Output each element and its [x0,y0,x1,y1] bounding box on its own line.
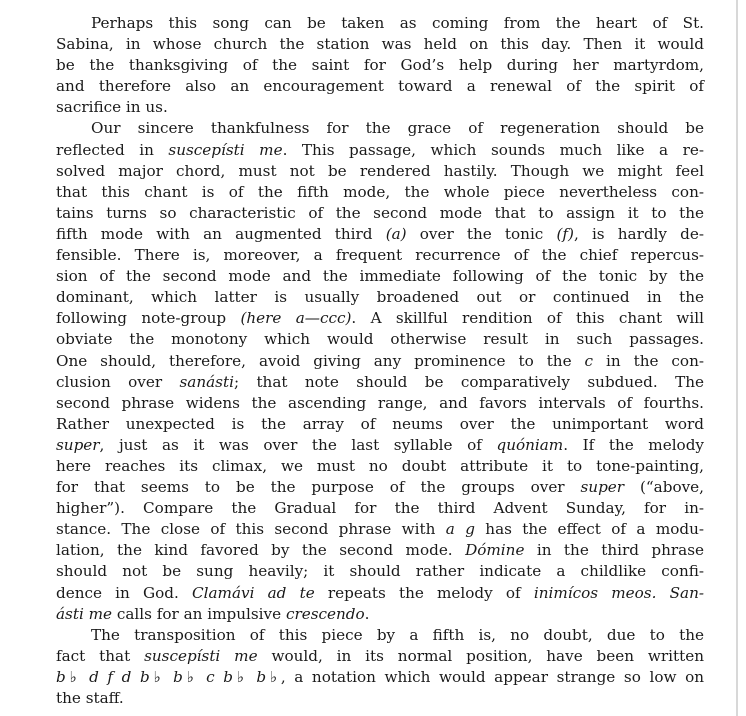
text-line [56,203,704,224]
text-line [56,540,704,561]
paragraph [56,625,704,709]
italic-run: ásti me [56,604,113,623]
text-run: obviate the monotony which would otherwise result in such passages. [56,330,704,349]
text-run: has the effect of a modu- [474,520,705,539]
text-line [56,414,704,435]
text-run: for that seems to be the purpose of the groups over [56,478,581,497]
paragraph [56,118,704,624]
text-line [56,688,704,709]
text-line [56,561,704,582]
italic-run: quóniam [496,435,564,454]
text-run: would, in its normal position, have been written [257,646,705,665]
text-line [56,245,704,266]
text-run: the staff. [56,689,124,707]
italic-run: super [580,478,625,497]
text-run: fensible. There is, moreover, a frequent recurrence of the chief repercus- [56,246,704,265]
italic-run: (f) [556,224,574,243]
text-run: The transposition of this piece by a fifth is, no doubt, due to the [91,625,704,644]
page-edge-shadow [736,0,738,716]
text-run: following note-group [56,309,241,328]
text-run: Sabina, in whose church the station was held on this day. Then it would [56,35,704,54]
text-run: here reaches its climax, we must no doubt attribute it to tone-painting, [56,456,704,475]
italic-run: inimícos meos. San- [533,583,704,602]
text-run: lation, the kind favored by the second mode. [56,541,466,560]
text-run: in the con- [593,351,704,370]
italic-run: Clamávi ad te [192,583,315,602]
italic-run: suscepísti me [144,646,258,665]
book-page-text [56,13,704,709]
text-line [56,456,704,477]
text-run: One should, therefore, avoid giving any prominence to the [56,351,585,370]
text-run: be the thanksgiving of the saint for God’s help during her martyrdom, [56,56,704,75]
text-line [56,351,704,372]
text-run: dence in God. [56,583,193,602]
text-line [56,182,704,203]
text-run: . A skillful rendition of this chant will [351,309,704,328]
text-line [56,393,704,414]
text-line [56,140,704,161]
text-line [56,329,704,350]
text-run: sacrifice in us. [56,98,168,117]
text-run: fact that [56,646,145,665]
text-line [56,498,704,519]
text-line [56,118,704,139]
text-run: should not be sung heavily; it should rather indicate a childlike confi- [56,562,704,581]
italic-run: b♭ d f d b♭ b♭ c b♭ b♭ [56,667,281,686]
text-line [56,519,704,540]
text-run: second phrase widens the ascending range, and favors intervals of fourths. [56,393,704,412]
text-run: . [364,604,370,623]
text-line [56,287,704,308]
text-line [56,308,704,329]
text-run: repeats the melody of [314,583,534,602]
text-line [56,76,704,97]
text-run: reflected in [56,140,169,159]
text-run: tains turns so characteristic of the second mode that to assign it to the [56,203,704,222]
italic-run: suscepísti me [168,140,283,159]
text-run: Our sincere thankfulness for the grace of regeneration should be [91,119,704,138]
text-run: , a notation which would appear strange so low on [280,667,704,686]
text-run: over the tonic [406,224,557,243]
text-run: Rather unexpected is the array of neums over the unimportant word [56,414,704,433]
text-line [56,477,704,498]
text-run: , is hardly de- [573,224,705,243]
italic-run: (a) [385,224,407,243]
text-line [56,646,704,667]
italic-run: sanásti [179,372,234,391]
text-line [56,372,704,393]
text-run: . If the melody [563,435,705,454]
text-run: calls for an impulsive [112,604,286,623]
text-run: stance. The close of this second phrase with [56,520,446,539]
text-run: sion of the second mode and the immediate following of the tonic by the [56,267,704,286]
text-line [56,604,704,625]
text-run: higher”). Compare the Gradual for the third Advent Sunday, for in- [56,499,704,518]
italic-run: super [56,435,100,454]
italic-run: (here a—ccc) [240,309,352,328]
text-run: that this chant is of the fifth mode, the whole piece nevertheless con- [56,182,704,201]
text-run: and therefore also an encouragement toward a renewal of the spirit of [56,77,704,96]
text-line [56,224,704,245]
text-run: ; that note should be comparatively subdued. The [233,372,704,391]
italic-run: a g [445,520,475,539]
text-line [56,435,704,456]
paragraph [56,13,704,118]
text-line [56,34,704,55]
text-line [56,667,704,688]
text-run: Perhaps this song can be taken as coming from the heart of St. [91,14,704,32]
italic-run: c [584,351,594,370]
text-run: dominant, which latter is usually broadened out or continued in the [56,288,704,307]
text-line [56,583,704,604]
text-run: fifth mode with an augmented third [56,224,386,243]
text-line [56,266,704,287]
text-line [56,97,704,118]
text-line [56,13,704,34]
text-run: . This passage, which sounds much like a re- [282,140,704,159]
text-line [56,161,704,182]
text-run: solved major chord, must not be rendered hastily. Though we might feel [56,161,704,180]
text-run: (“above, [624,478,704,497]
text-run: in the third phrase [524,541,704,560]
text-line [56,625,704,646]
text-line [56,55,704,76]
text-run: clusion over [56,372,180,391]
text-run: , just as it was over the last syllable of [99,435,497,454]
italic-run: Dómine [465,541,525,560]
italic-run: crescendo [285,604,365,623]
